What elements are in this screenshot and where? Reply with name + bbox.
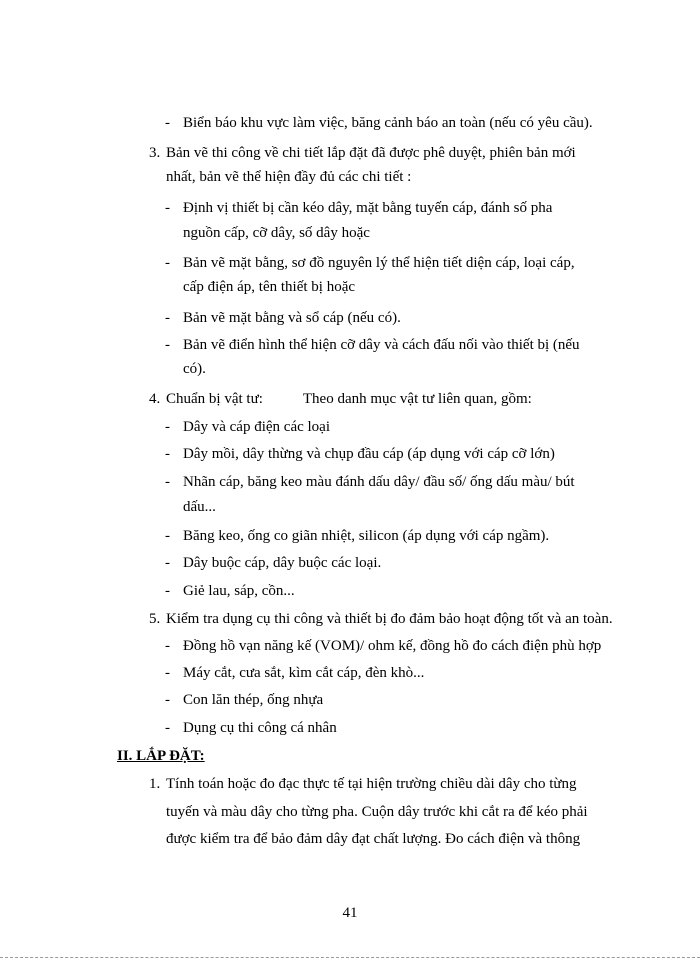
bullet-dash: - <box>165 692 170 708</box>
bullet-dash: - <box>165 200 170 216</box>
bullet-text: Bản vẽ mặt bằng, sơ đồ nguyên lý thể hiện tiết diện cáp, loại cáp, <box>183 255 575 271</box>
bullet-dash: - <box>165 528 170 544</box>
list-number: 5. <box>149 611 161 627</box>
bullet-text: Dây mồi, dây thừng và chụp đầu cáp (áp dụng với cáp cỡ lớn) <box>183 446 555 462</box>
bullet-dash: - <box>165 310 170 326</box>
page-bottom-divider <box>0 957 700 958</box>
bullet-text: Đồng hồ vạn năng kế (VOM)/ ohm kế, đồng hồ đo cách điện phù hợp <box>183 638 602 654</box>
bullet-text: dấu... <box>183 499 216 515</box>
list-number: 3. <box>149 145 161 161</box>
paragraph-line <box>166 389 532 409</box>
list-number: 4. <box>149 391 161 407</box>
bullet-text: Biển báo khu vực làm việc, băng cảnh báo an toàn (nếu có yêu cầu). <box>183 115 593 131</box>
bullet-dash: - <box>165 446 170 462</box>
bullet-text: Dây buộc cáp, dây buộc các loại. <box>183 555 382 571</box>
bullet-dash: - <box>165 583 170 599</box>
bullet-dash: - <box>165 337 170 353</box>
bullet-text: nguồn cấp, cỡ dây, số dây hoặc <box>183 225 370 241</box>
bullet-text: Băng keo, ống co giãn nhiệt, silicon (áp dụng với cáp ngầm). <box>183 528 550 544</box>
bullet-text: Con lăn thép, ống nhựa <box>183 692 324 708</box>
bullet-text: Bản vẽ điển hình thể hiện cỡ dây và cách đấu nối vào thiết bị (nếu <box>183 337 580 353</box>
bullet-text: cấp điện áp, tên thiết bị hoặc <box>183 279 356 295</box>
bullet-dash: - <box>165 419 170 435</box>
bullet-dash: - <box>165 115 170 131</box>
bullet-dash: - <box>165 638 170 654</box>
paragraph-line: Tính toán hoặc đo đạc thực tế tại hiện trường chiều dài dây cho từng <box>166 776 577 792</box>
bullet-text: Máy cắt, cưa sắt, kìm cắt cáp, đèn khò... <box>183 665 425 681</box>
bullet-text: Định vị thiết bị cần kéo dây, mặt bằng tuyến cáp, đánh số pha <box>183 200 553 216</box>
bullet-text: có). <box>183 361 206 377</box>
bullet-dash: - <box>165 720 170 736</box>
paragraph-line: Bản vẽ thi công về chi tiết lắp đặt đã được phê duyệt, phiên bản mới <box>166 145 576 161</box>
bullet-text: Giẻ lau, sáp, cồn... <box>183 583 295 599</box>
bullet-text: Dây và cáp điện các loại <box>183 419 331 435</box>
paragraph-line: Kiểm tra dụng cụ thi công và thiết bị đo đảm bảo hoạt động tốt và an toàn. <box>166 611 613 627</box>
bullet-dash: - <box>165 474 170 490</box>
bullet-dash: - <box>165 255 170 271</box>
paragraph-line: tuyến và màu dây cho từng pha. Cuộn dây trước khi cắt ra để kéo phải <box>166 804 588 820</box>
list-number: 1. <box>149 776 161 792</box>
bullet-text: Bản vẽ mặt bằng và sổ cáp (nếu có). <box>183 310 401 326</box>
page-number: 41 <box>342 905 358 921</box>
bullet-dash: - <box>165 665 170 681</box>
bullet-dash: - <box>165 555 170 571</box>
paragraph-line: nhất, bản vẽ thể hiện đầy đủ các chi tiết : <box>166 169 412 185</box>
bullet-text: Dụng cụ thi công cá nhân <box>183 720 337 736</box>
section-heading: II. LẮP ĐẶT: <box>117 748 205 764</box>
materials-label: Chuẩn bị vật tư: <box>166 391 263 407</box>
bullet-text: Nhãn cáp, băng keo màu đánh dấu dây/ đầu số/ ống dấu màu/ bút <box>183 474 575 490</box>
paragraph-line: được kiểm tra để bảo đảm dây đạt chất lượng. Đo cách điện và thông <box>166 831 581 847</box>
materials-intro: Theo danh mục vật tư liên quan, gồm: <box>302 391 532 407</box>
